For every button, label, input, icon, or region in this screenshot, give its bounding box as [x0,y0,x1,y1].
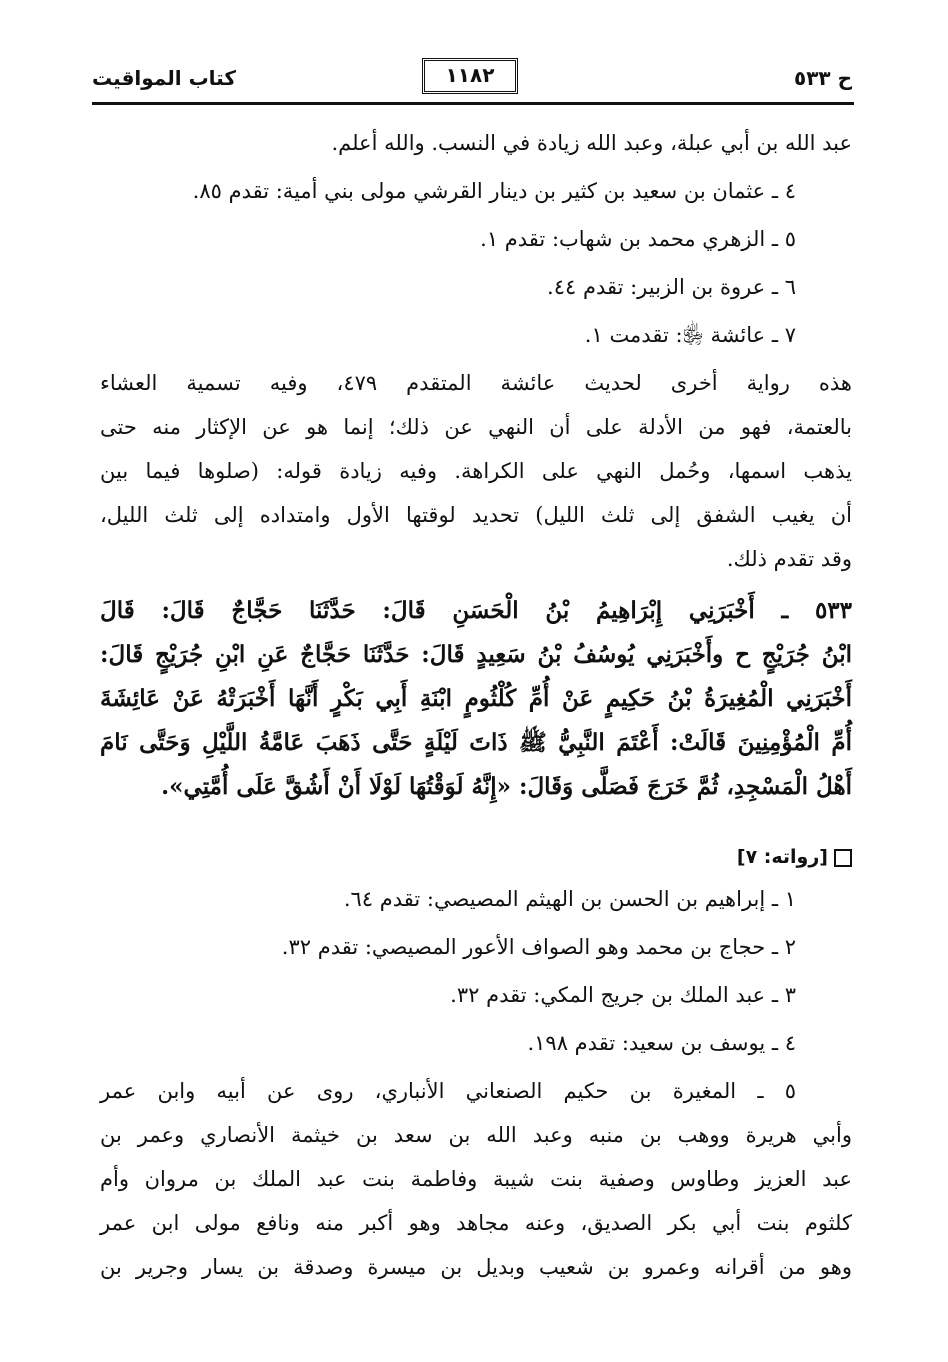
hadith-line: أَهْلُ الْمَسْجِدِ، ثُمَّ خَرَجَ فَصَلَّى وَقَالَ: «إِنَّهُ لَوَقْتُهَا لَوْلَا أَنْ أَشُقَّ عَلَى أُمَّتِي». [161,773,852,800]
text-line: عبد العزيز وطاوس وصفية بنت شيبة وفاطمة بنت عبد الملك بن مروان وأم [100,1167,852,1191]
text-line: وقد تقدم ذلك. [726,547,852,571]
hadith-reference: ح ٥٣٣ [793,66,852,90]
text-line: يذهب اسمها، وحُمل النهي على الكراهة. وفيه زيادة قوله: (صلوها فيما بين [100,459,852,483]
hadith-line: ابْنُ جُرَيْجٍ ح وأَخْبَرَنِي يُوسُفُ بْنُ سَعِيدٍ قَالَ: حَدَّثَنَا حَجَّاجٌ عَنِ ابْنِ جُرَيْجٍ قَالَ: [100,641,852,668]
narrator-line: ٤ ـ عثمان بن سعيد بن كثير بن دينار القرشي مولى بني أمية: تقدم ٨٥. [192,179,796,203]
hadith-line: أَخْبَرَنِي الْمُغِيرَةُ بْنُ حَكِيمٍ عَنْ أُمِّ كُلْثُومٍ ابْنَةِ أَبِي بَكْرٍ أَنَّهَا أَخْبَرَتْهُ عَنْ عَائِشَةَ [100,685,852,712]
narrator-line: ٦ ـ عروة بن الزبير: تقدم ٤٤. [547,275,796,299]
text-line: كلثوم بنت أبي بكر الصديق، وعنه مجاهد وهو أكبر منه ونافع مولى ابن عمر [100,1211,852,1235]
narrator-line: ٥ ـ الزهري محمد بن شهاب: تقدم ١. [480,227,796,251]
narrator-line: ٢ ـ حجاج بن محمد وهو الصواف الأعور المصيصي: تقدم ٣٢. [281,935,796,959]
header-rule [92,102,854,105]
text-line: وهو من أقرانه وعمرو بن شعيب وبديل بن ميسرة وصدقة بن يسار وجرير بن [100,1255,852,1279]
text-line: هذه رواية أخرى لحديث عائشة المتقدم ٤٧٩، وفيه تسمية العشاء [100,371,853,395]
narrators-heading-text: [رواته: ٧] [736,846,828,868]
hadith-line: ٥٣٣ ـ أَخْبَرَنِي إِبْرَاهِيمُ بْنُ الْحَسَنِ قَالَ: حَدَّثَنَا حَجَّاجٌ قَالَ: قَالَ [100,597,852,624]
narrators-heading [737,842,852,872]
page-header [92,58,852,98]
narrator-line: ٥ ـ المغيرة بن حكيم الصنعاني الأنباري، روى عن أبيه وابن عمر [100,1079,796,1103]
narrator-line: ٤ ـ يوسف بن سعيد: تقدم ١٩٨. [527,1031,796,1055]
text-line: أن يغيب الشفق إلى ثلث الليل) تحديد لوقتها الأول وامتداده إلى ثلث الليل، [100,503,852,527]
text-line: بالعتمة، فهو من الأدلة على أن النهي عن ذلك؛ إنما هو عن الإكثار منه حتى [100,415,852,439]
square-box-icon [834,849,852,867]
text-line: عبد الله بن أبي عبلة، وعبد الله زيادة في النسب. والله أعلم. [331,131,852,155]
narrator-line: ٧ ـ عائشة ﵂: تقدمت ١. [584,323,796,347]
page-number: ١١٨٢ [422,58,518,94]
narrator-line: ١ ـ إبراهيم بن الحسن بن الهيثم المصيصي: تقدم ٦٤. [343,887,796,911]
chapter-title: كتاب المواقيت [92,66,236,90]
text-line: وأبي هريرة ووهب بن منبه وعبد الله بن سعد بن خيثمة الأنصاري وعمر بن [100,1123,852,1147]
hadith-line: أُمِّ الْمُؤْمِنِينَ قَالَتْ: أَعْتَمَ النَّبِيُّ ﷺ ذَاتَ لَيْلَةٍ حَتَّى ذَهَبَ عَامَّةُ اللَّيْلِ وَحَتَّى نَامَ [100,729,852,756]
narrator-line: ٣ ـ عبد الملك بن جريج المكي: تقدم ٣٢. [450,983,796,1007]
